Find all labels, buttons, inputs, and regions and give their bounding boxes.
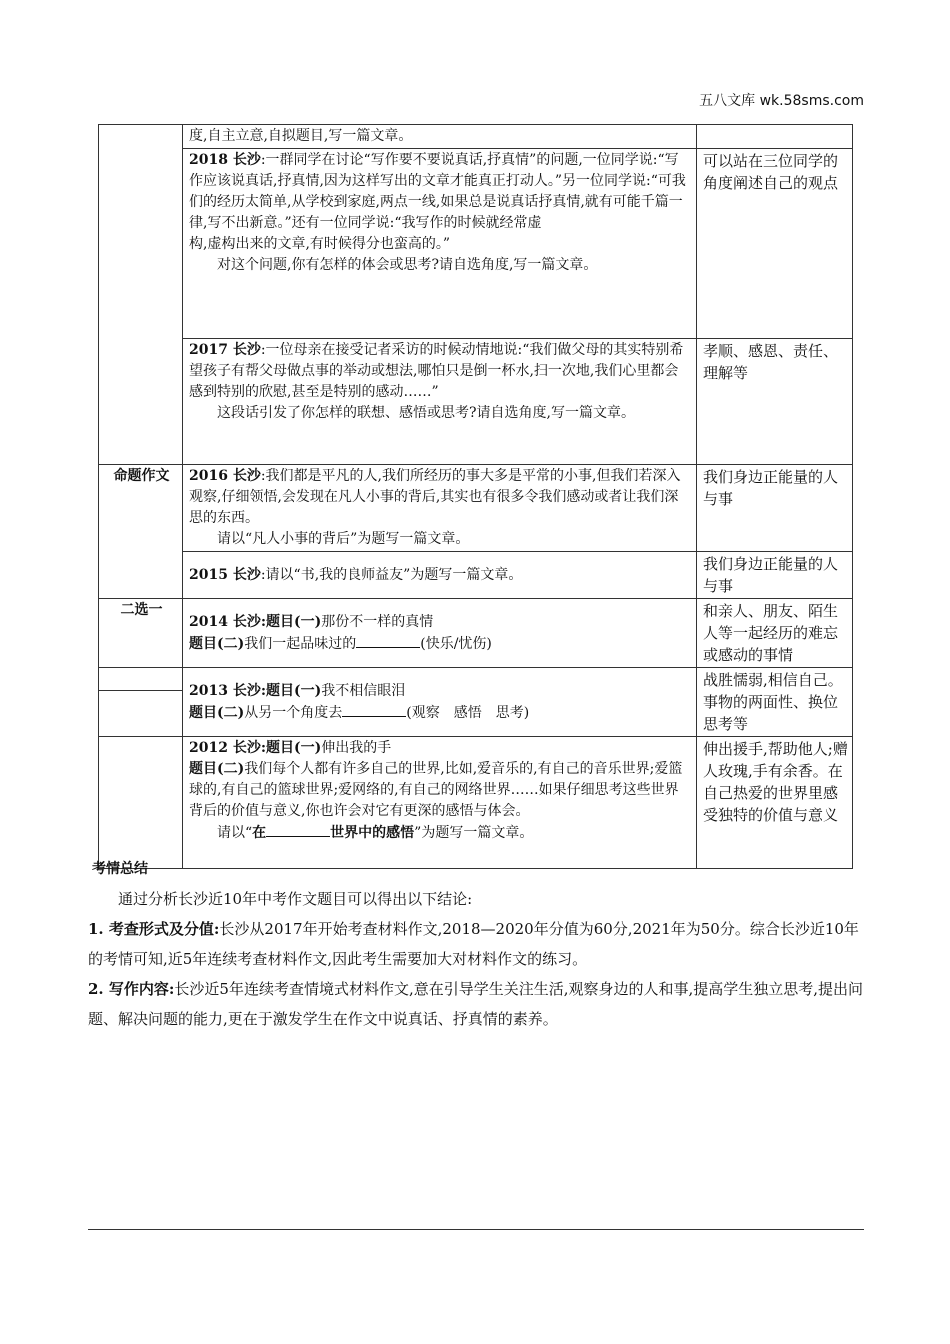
prompt-paragraph [189, 633, 692, 655]
topic-options: (快乐/忧伤) [420, 635, 492, 652]
prompt-paragraph: 请以“凡人小事的背后”为题写一篇文章。 [217, 531, 470, 547]
prompt-text: 度,自主立意,自拟题目,写一篇文章。 [189, 128, 413, 144]
topic-label: :题目(一) [260, 682, 322, 699]
prompt-paragraph [189, 565, 692, 586]
category-mingti: 命题作文 [99, 465, 183, 599]
note-cell [697, 125, 853, 149]
prompt-cell [183, 599, 697, 668]
prompt-cell [183, 149, 697, 339]
prompt-paragraph: 对这个问题,你有怎样的体会或思考?请自选角度,写一篇文章。 [217, 257, 598, 273]
footer-divider [88, 1229, 864, 1230]
fill-blank [356, 633, 420, 648]
summary-point [88, 974, 864, 1034]
category-cell-empty [99, 737, 183, 869]
topic-label: 题目(二) [189, 635, 245, 652]
prompt-paragraph: 构,虚构出来的文章,有时候得分也蛮高的。” [189, 236, 451, 252]
prompt-paragraph [189, 466, 692, 529]
prompt-paragraph [189, 702, 692, 724]
year-label: 2015 长沙 [189, 566, 261, 583]
summary-point-text: 长沙从2017年开始考查材料作文,2018—2020年分值为60分,2021年为50分。综合长沙近10年的考情可知,近5年连续考查材料作文,因此考生需要加大对材料作文的练习。 [88, 920, 859, 968]
note-cell: 可以站在三位同学的角度阐述自己的观点 [697, 149, 853, 339]
topic-bold: 世界中的感悟 [330, 825, 415, 841]
category-cell-split [99, 668, 183, 737]
prompt-text: :一位母亲在接受记者采访的时候动情地说:“我们做父母的其实特别希望孩子有帮父母做点事的举动或想法,哪怕只是倒一杯水,扫一次地,我们心里都会感到特别的欣慰,甚至是特别的感动……” [189, 342, 684, 400]
prompt-cell [183, 737, 697, 869]
prompt-paragraph [189, 150, 692, 234]
note-cell: 我们身边正能量的人与事 [697, 552, 853, 599]
prompt-paragraph [189, 759, 692, 822]
prompt-cell [183, 125, 697, 149]
year-label: 2018 长沙 [189, 152, 261, 168]
topic-options: (观察 感悟 思考) [406, 704, 530, 721]
prompt-cell [183, 339, 697, 465]
table-row [99, 552, 853, 599]
note-cell: 伸出援手,帮助他人;赠人玫瑰,手有余香。在自己热爱的世界里感受独特的价值与意义 [697, 737, 853, 869]
year-label: 2014 长沙 [189, 613, 261, 630]
prompt-paragraph: 这段话引发了你怎样的联想、感悟或思考?请自选角度,写一篇文章。 [217, 405, 635, 421]
prompt-cell [183, 668, 697, 737]
fill-blank [342, 702, 406, 717]
year-label: 2016 长沙 [189, 468, 261, 484]
prompt-text: :请以“书,我的良师益友”为题写一篇文章。 [260, 566, 523, 583]
topic-label: 题目(二) [189, 761, 245, 777]
note-cell: 孝顺、感恩、责任、理解等 [697, 339, 853, 465]
summary-intro: 通过分析长沙近10年中考作文题目可以得出以下结论: [118, 890, 473, 908]
category-cell-empty [99, 125, 183, 465]
note-cell: 和亲人、朋友、陌生人等一起经历的难忘或感动的事情 [697, 599, 853, 668]
summary-point-label: 1. 考查形式及分值: [88, 920, 220, 938]
prompt-cell [183, 465, 697, 552]
table-row [99, 465, 853, 552]
summary-title: 考情总结 [92, 861, 148, 877]
table-row [99, 668, 853, 737]
topic-text: ”为题写一篇文章。 [414, 825, 534, 841]
year-label: 2013 长沙 [189, 682, 261, 699]
exam-table [98, 124, 853, 869]
prompt-paragraph [189, 340, 692, 403]
prompt-paragraph [189, 681, 692, 702]
prompt-text: :一群同学在讨论“写作要不要说真话,抒真情”的问题,一位同学说:“写作应该说真话,抒真情,因为这样写出的文章才能真正打动人。”另一位同学说:“可我们的经历太简单,从学校到家庭,两点一线,如果总是说真话抒真情,就有可能千篇一律,写不出新意。”还有一位同学说:“我写作的时候就经常虚 [189, 152, 686, 231]
table-row [99, 125, 853, 149]
site-header: 五八文库 wk.58sms.com [699, 93, 864, 109]
note-cell: 我们身边正能量的人与事 [697, 465, 853, 552]
topic-text: 那份不一样的真情 [321, 613, 434, 630]
topic-text: 伸出我的手 [321, 740, 392, 756]
prompt-paragraph [189, 612, 692, 633]
topic-text: 我们一起品味过的 [244, 635, 357, 652]
fill-blank [266, 822, 330, 837]
summary-point [88, 914, 864, 974]
topic-label: :题目(一) [260, 740, 322, 756]
table-row [99, 737, 853, 869]
topic-text: 我们每个人都有许多自己的世界,比如,爱音乐的,有自己的音乐世界;爱篮球的,有自己的篮球世界;爱网络的,有自己的网络世界……如果仔细思考这些世界背后的价值与意义,你也许会对它有更深的感悟与体会。 [189, 761, 683, 819]
summary-body [88, 884, 864, 1034]
topic-label: :题目(一) [260, 613, 322, 630]
prompt-cell [183, 552, 697, 599]
cell-divider [99, 690, 182, 691]
topic-text: 请以“ [217, 825, 253, 841]
topic-label: 题目(二) [189, 704, 245, 721]
topic-bold: 在 [252, 825, 267, 841]
table-row [99, 599, 853, 668]
topic-text: 从另一个角度去 [244, 704, 343, 721]
summary-point-text: 长沙近5年连续考查情境式材料作文,意在引导学生关注生活,观察身边的人和事,提高学生独立思考,提出问题、解决问题的能力,更在于激发学生在作文中说真话、抒真情的素养。 [88, 980, 864, 1028]
topic-text: 我不相信眼泪 [321, 682, 406, 699]
table-row [99, 339, 853, 465]
year-label: 2017 长沙 [189, 342, 261, 358]
note-cell: 战胜懦弱,相信自己。事物的两面性、换位思考等 [697, 668, 853, 737]
prompt-paragraph [189, 738, 692, 759]
table-row [99, 149, 853, 339]
prompt-paragraph [189, 822, 692, 844]
category-erxuanyi: 二选一 [99, 599, 183, 668]
year-label: 2012 长沙 [189, 740, 261, 756]
prompt-text: :我们都是平凡的人,我们所经历的事大多是平常的小事,但我们若深入观察,仔细领悟,会发现在凡人小事的背后,其实也有很多令我们感动或者让我们深思的东西。 [189, 468, 681, 526]
summary-point-label: 2. 写作内容: [88, 980, 175, 998]
